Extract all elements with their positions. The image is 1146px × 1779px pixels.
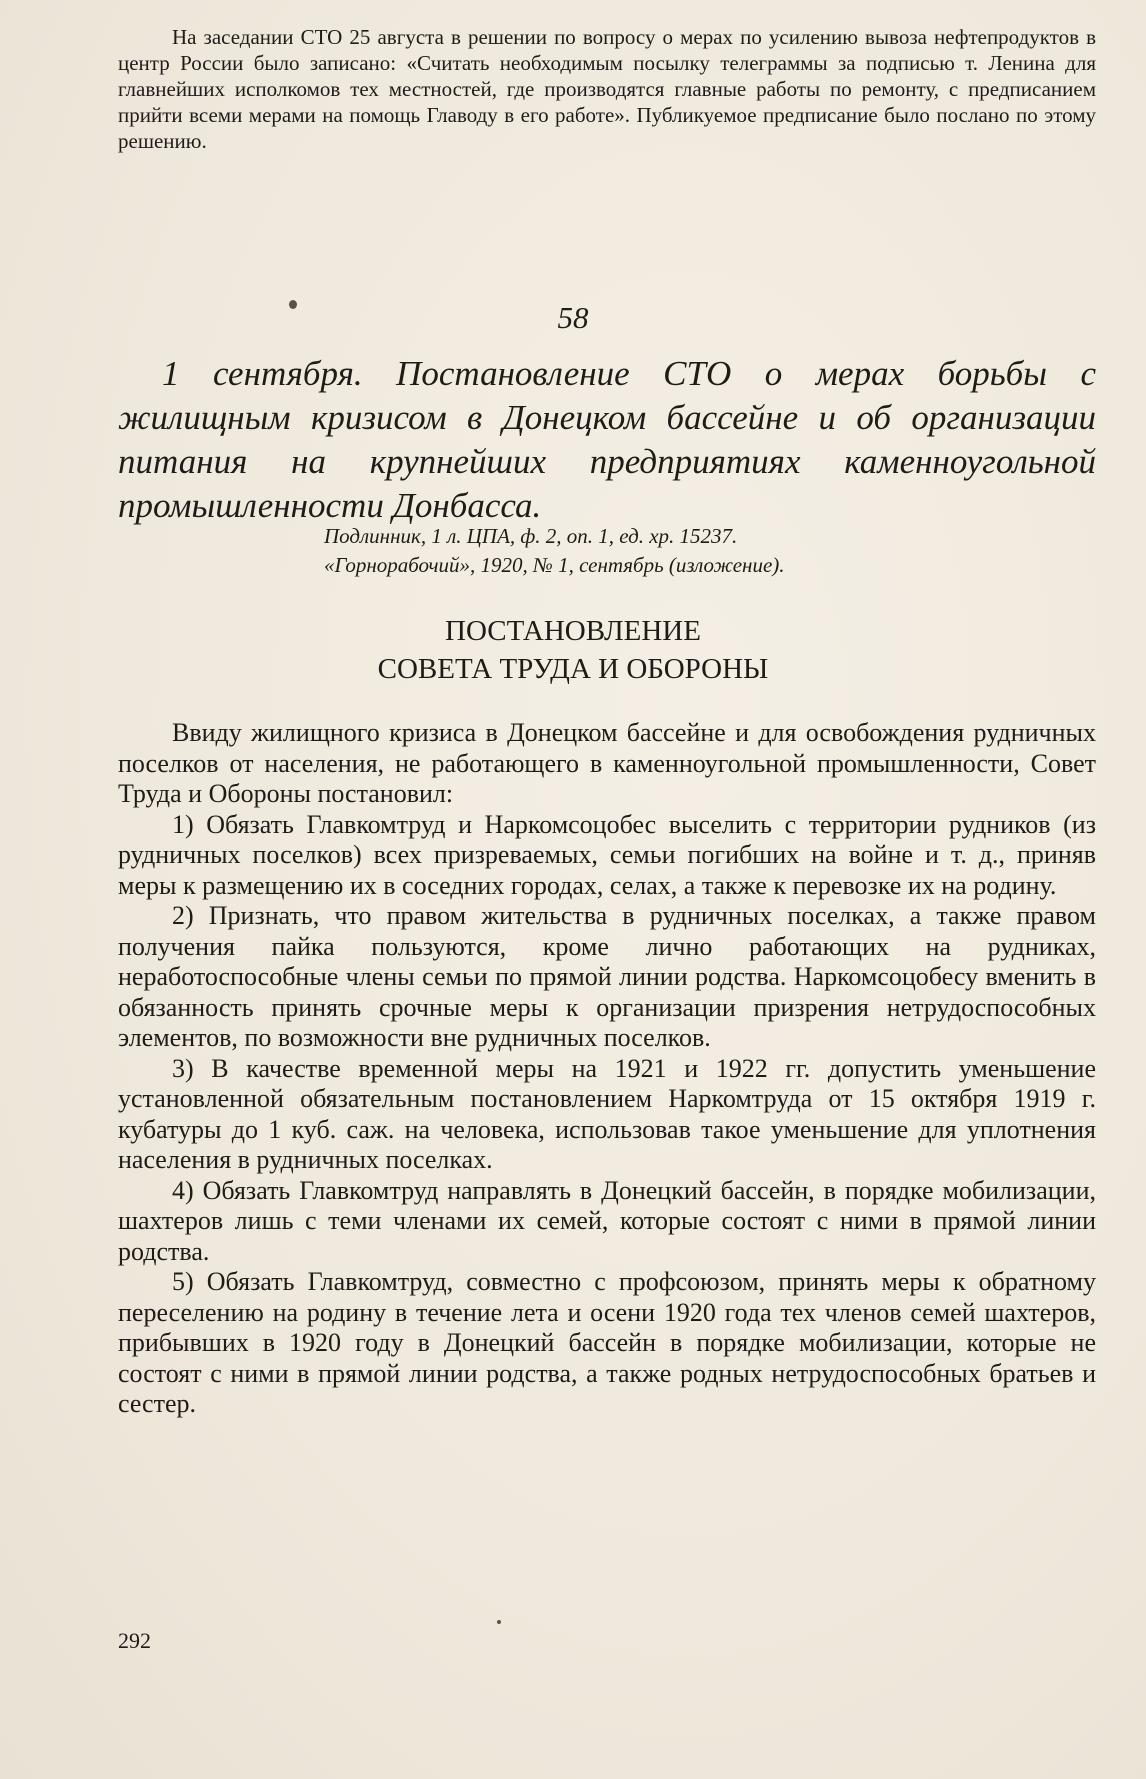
page-number: 292 [118, 1628, 151, 1653]
document-number: 58 [557, 300, 589, 335]
decree-body [118, 718, 1096, 1420]
source-line-publication: «Горнорабочий», 1920, № 1, сентябрь (изложение). [324, 553, 785, 577]
source-line-archive: Подлинник, 1 л. ЦПА, ф. 2, оп. 1, ед. хр. 15237. [324, 524, 738, 548]
decree-heading-line-2: СОВЕТА ТРУДА И ОБОРОНЫ [377, 653, 769, 685]
document-title: 1 сентября. Постановление СТО о мерах борьбы с жилищным кризисом в Донецком бассейне и об организации питания на крупнейших предприятиях каменноугольной промышленности Донбасса. [118, 354, 1096, 525]
clause-4-paragraph: 4) Обязать Главкомтруд направлять в Донецкий бассейн, в порядке мобилизации, шахтеров лишь с теми членами их семей, которые состоят с ними в прямой линии родства. [118, 1175, 1096, 1266]
preamble-paragraph: Ввиду жилищного кризиса в Донецком бассейне и для освобождения рудничных поселков от населения, не работающего в каменноугольной промышленности, Совет Труда и Обороны постановил: [118, 718, 1096, 808]
paper-speck [497, 1620, 501, 1624]
clause-5-paragraph: 5) Обязать Главкомтруд, совместно с профсоюзом, принять меры к обратному переселению на родину в течение лета и осени 1920 года тех членов семей шахтеров, прибывших в 1920 году в Донецкий бассейн в порядке мобилизации, которые не состоят с ними в прямой линии родства, а также родных нетрудоспособных братьев и сестер. [118, 1267, 1096, 1418]
clause-1-paragraph: 1) Обязать Главкомтруд и Наркомсоцобес выселить с территории рудников (из рудничных поселков) всех призреваемых, семьи погибших на войне и т. д., приняв меры к размещению их в соседних городах, селах, а также к перевозке их на родину. [118, 809, 1096, 900]
paper-speck [289, 300, 297, 309]
editorial-note: На заседании СТО 25 августа в решении по вопросу о мерах по усилению вывоза нефтепродуктов в центр России было записано: «Считать необходимым посылку телеграммы за подписью т. Ленина для главнейших исполкомов тех местностей, где производятся главные работы по ремонту, с предписанием прийти всеми мерами на помощь Главоду в его работе». Публикуемое предписание было послано по этому решению. [118, 25, 1096, 153]
clause-3-paragraph: 3) В качестве временной меры на 1921 и 1922 гг. допустить уменьшение установленной обязательным постановлением Наркомтруда от 15 октября 1919 г. кубатуры до 1 куб. саж. на человека, использовав такое уменьшение для уплотнения населения в рудничных поселках. [118, 1053, 1096, 1174]
decree-heading-line-1: ПОСТАНОВЛЕНИЕ [445, 615, 701, 647]
clause-2-paragraph: 2) Признать, что правом жительства в рудничных поселках, а также правом получения пайка пользуются, кроме лично работающих на рудниках, неработоспособные члены семьи по прямой линии родства. Наркомсоцобесу вменить в обязанность принять срочные меры к организации призрения нетрудоспособных элементов, по возможности вне рудничных поселков. [118, 901, 1096, 1052]
decree-heading [0, 612, 1146, 688]
source-reference [324, 522, 1084, 580]
